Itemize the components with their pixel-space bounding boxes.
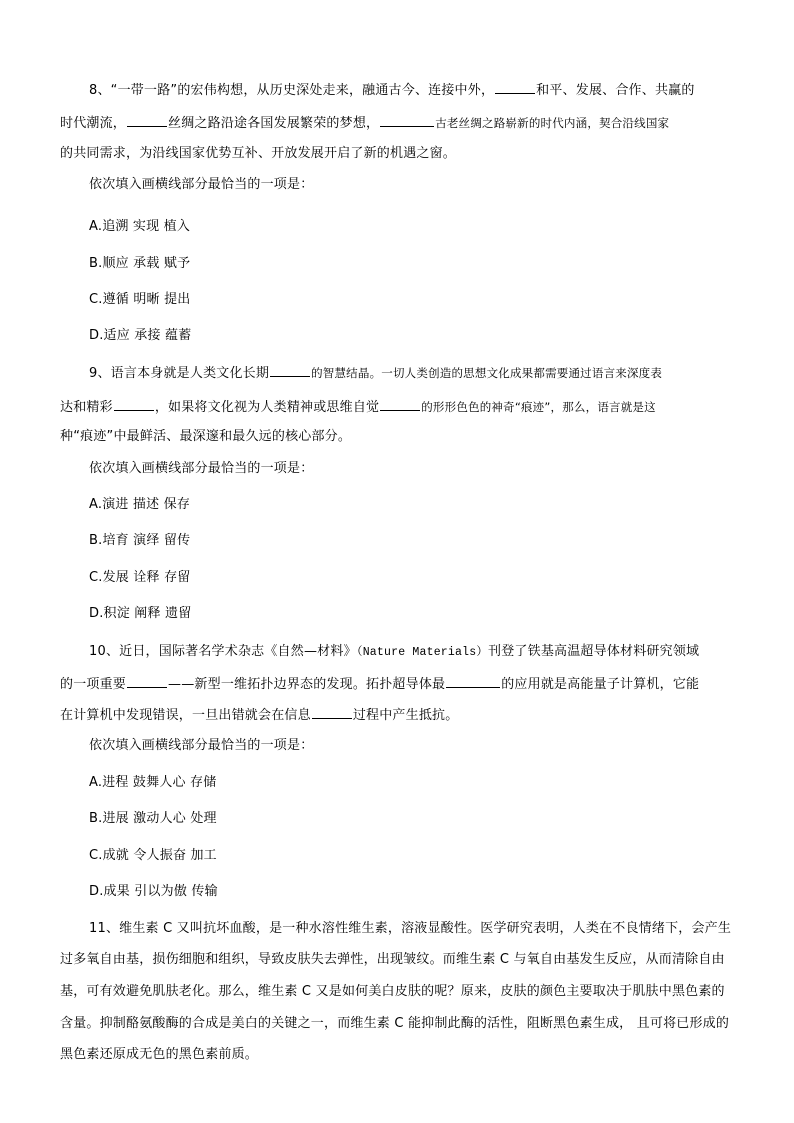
question-10-option-c: C.成就 令人振奋 加工 xyxy=(89,848,217,863)
question-9-line-1 xyxy=(89,364,662,382)
text-segment: 种“痕迹”中最鲜活、最深邃和最久远的核心部分。 xyxy=(60,429,352,444)
question-11-line-4: 含量。抑制酪氨酸酶的合成是美白的关键之一，而维生素 C 能抑制此酶的活性，阻断黑色素生成， 且可将已形成的 xyxy=(60,1016,730,1031)
blank-line xyxy=(114,398,154,411)
question-11-line-1: 11、维生素 C 又叫抗坏血酸，是一种水溶性维生素，溶液显酸性。医学研究表明，人类在不良情绪下，会产生 xyxy=(89,921,732,936)
text-segment: 达和精彩 xyxy=(60,400,113,415)
blank-line xyxy=(270,364,310,377)
question-8-option-a: A.追溯 实现 植入 xyxy=(89,219,191,234)
blank-line xyxy=(312,706,352,719)
text-segment: 的应用就是高能量子计算机，它能 xyxy=(501,677,700,692)
question-11-line-3: 基，可有效避免肌肤老化。那么，维生素 C 又是如何美白皮肤的呢？原来，皮肤的颜色主要取决于肌肤中黑色素的 xyxy=(60,984,725,999)
question-10-line-2 xyxy=(60,675,699,693)
text-segment: 古老丝绸之路崭新的时代内涵，契合沿线国家 xyxy=(435,116,670,130)
text-segment: 的共同需求，为沿线国家优势互补、开放发展开启了新的机遇之窗。 xyxy=(60,146,457,161)
question-9-line-3 xyxy=(60,428,351,446)
question-9-option-b: B.培育 演绎 留传 xyxy=(89,533,191,548)
text-segment: 的一项重要 xyxy=(60,677,127,692)
question-10-line-3 xyxy=(60,706,458,724)
question-9-prompt: 依次填入画横线部分最恰当的一项是： xyxy=(89,461,314,476)
text-segment: （Nature Materials） xyxy=(356,646,489,659)
blank-line xyxy=(446,675,500,688)
text-segment: 和平、发展、合作、共赢的 xyxy=(536,83,695,98)
question-11-line-2: 过多氧自由基，损伤细胞和组织，导致皮肤失去弹性，出现皱纹。而维生素 C 与氧自由基发生反应，从而清除自由 xyxy=(60,952,725,967)
question-9-option-c: C.发展 诠释 存留 xyxy=(89,570,191,585)
question-10-line-1 xyxy=(89,643,699,661)
question-8-option-d: D.适应 承接 蕴蓄 xyxy=(89,328,192,343)
question-9-option-d: D.积淀 阐释 遗留 xyxy=(89,606,192,621)
text-segment: 的智慧结晶。一切人类创造的思想文化成果都需要通过语言来深度表 xyxy=(311,366,663,380)
text-segment: 9、语言本身就是人类文化长期 xyxy=(89,366,270,381)
question-8-line-1 xyxy=(89,81,695,99)
blank-line xyxy=(127,114,167,127)
text-segment: 丝绸之路沿途各国发展繁荣的梦想， xyxy=(168,116,380,131)
text-segment: 时代潮流， xyxy=(60,116,127,131)
question-10-option-b: B.进展 激动人心 处理 xyxy=(89,811,217,826)
text-segment: 10、近日，国际著名学术杂志《自然—材料》 xyxy=(89,644,357,659)
question-8-line-3 xyxy=(60,145,456,163)
text-segment: 过程中产生抵抗。 xyxy=(352,708,459,723)
blank-line xyxy=(380,398,420,411)
question-8-option-b: B.顺应 承载 赋予 xyxy=(89,256,191,271)
blank-line xyxy=(380,114,434,127)
blank-line xyxy=(127,675,167,688)
question-11-line-5: 黑色素还原成无色的黑色素前质。 xyxy=(60,1047,259,1062)
text-segment: 的形形色色的神奇“痕迹”，那么，语言就是这 xyxy=(421,400,656,414)
text-segment: 8、“一带一路”的宏伟构想，从历史深处走来，融通古今、连接中外， xyxy=(89,83,495,98)
blank-line xyxy=(495,81,535,94)
question-10-prompt: 依次填入画横线部分最恰当的一项是： xyxy=(89,738,314,753)
question-8-prompt: 依次填入画横线部分最恰当的一项是： xyxy=(89,177,314,192)
question-8-line-2 xyxy=(60,114,669,132)
text-segment: 刊登了铁基高温超导体材料研究领域 xyxy=(488,644,700,659)
question-10-option-a: A.进程 鼓舞人心 存储 xyxy=(89,775,217,790)
question-8-option-c: C.遵循 明晰 提出 xyxy=(89,292,191,307)
question-9-option-a: A.演进 描述 保存 xyxy=(89,497,191,512)
question-10-option-d: D.成果 引以为傲 传输 xyxy=(89,884,218,899)
question-9-line-2 xyxy=(60,398,656,416)
text-segment: 在计算机中发现错误，一旦出错就会在信息 xyxy=(60,708,311,723)
text-segment: ——新型一维拓扑边界态的发现。拓扑超导体最 xyxy=(168,677,446,692)
text-segment: ，如果将文化视为人类精神或思维自觉 xyxy=(154,400,380,415)
